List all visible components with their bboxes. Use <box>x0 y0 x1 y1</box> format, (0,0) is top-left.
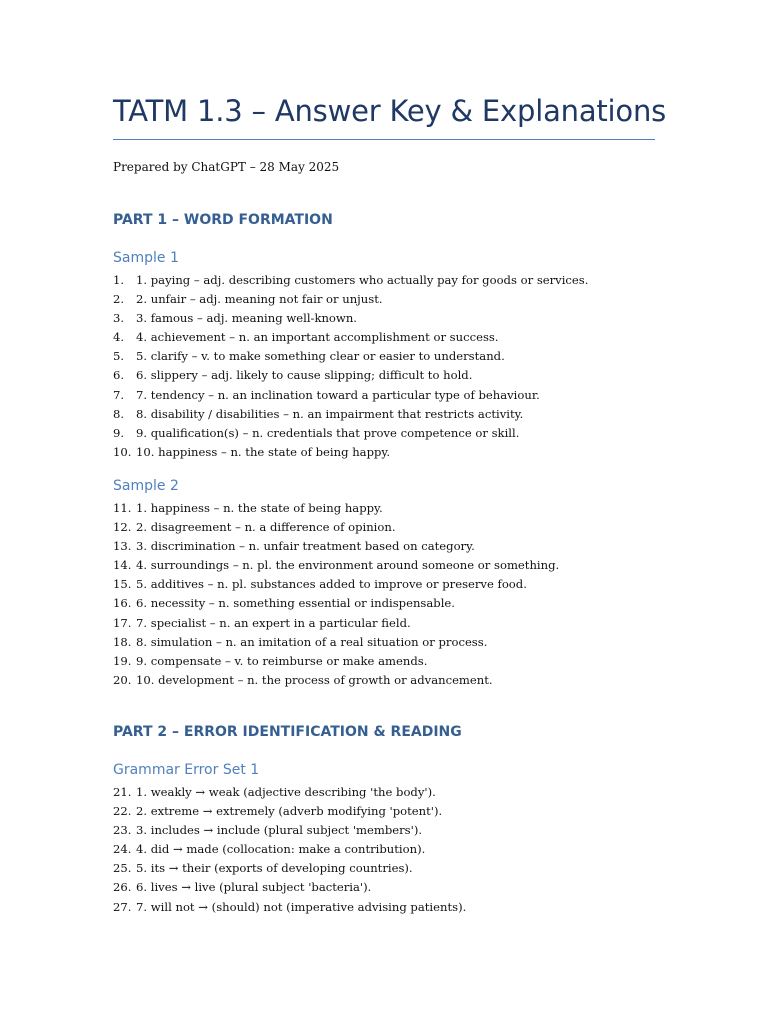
list-item-text: 4. surroundings – n. pl. the environment around someone or something. <box>136 558 560 573</box>
list-item <box>113 328 588 347</box>
sample-1-list <box>113 271 588 462</box>
list-item <box>113 386 588 405</box>
sample-1-heading: Sample 1 <box>113 250 179 266</box>
list-item <box>113 556 559 575</box>
list-item-number: 2. <box>113 292 125 307</box>
list-item-text: 2. extreme → extremely (adverb modifying 'potent'). <box>136 804 443 819</box>
list-item-text: 10. development – n. the process of growth or advancement. <box>136 672 493 687</box>
list-item-number: 7. <box>113 387 125 402</box>
document-title: TATM 1.3 – Answer Key & Explanations <box>113 94 667 128</box>
list-item-text: 4. did → made (collocation: make a contribution). <box>136 842 426 857</box>
list-item-text: 2. unfair – adj. meaning not fair or unjust. <box>136 292 383 307</box>
list-item-text: 9. qualification(s) – n. credentials that prove competence or skill. <box>136 425 520 440</box>
list-item-text: 10. happiness – n. the state of being happy. <box>136 444 391 459</box>
list-item-text: 6. lives → live (plural subject 'bacteria'). <box>136 880 372 895</box>
list-item <box>113 840 466 859</box>
list-item-text: 7. tendency – n. an inclination toward a particular type of behaviour. <box>136 387 540 402</box>
list-item-text: 5. additives – n. pl. substances added to improve or preserve food. <box>136 577 527 592</box>
byline: Prepared by ChatGPT – 28 May 2025 <box>113 160 340 174</box>
list-item-text: 5. its → their (exports of developing countries). <box>136 861 413 876</box>
list-item-text: 2. disagreement – n. a difference of opinion. <box>136 520 396 535</box>
list-item-text: 8. simulation – n. an imitation of a real situation or process. <box>136 634 488 649</box>
list-item-number: 25. <box>113 861 132 876</box>
list-item-number: 1. <box>113 273 125 287</box>
list-item <box>113 783 466 802</box>
list-item-number: 19. <box>113 653 132 668</box>
list-item-number: 10. <box>113 444 132 459</box>
list-item-text: 1. happiness – n. the state of being happy. <box>136 501 383 515</box>
sample-2-list <box>113 499 559 690</box>
sample-2-heading: Sample 2 <box>113 478 179 494</box>
list-item <box>113 309 588 328</box>
list-item-number: 17. <box>113 615 132 630</box>
list-item-text: 1. paying – adj. describing customers who actually pay for goods or services. <box>136 273 589 287</box>
list-item <box>113 652 559 671</box>
list-item <box>113 424 588 443</box>
list-item-number: 15. <box>113 577 132 592</box>
list-item-number: 5. <box>113 349 125 364</box>
list-item-number: 16. <box>113 596 132 611</box>
list-item-text: 3. famous – adj. meaning well-known. <box>136 311 357 326</box>
list-item <box>113 290 588 309</box>
list-item-text: 3. includes → include (plural subject 'members'). <box>136 823 423 838</box>
list-item <box>113 499 559 518</box>
list-item-number: 21. <box>113 785 132 799</box>
list-item <box>113 821 466 840</box>
list-item-number: 11. <box>113 501 132 515</box>
list-item-text: 1. weakly → weak (adjective describing 'the body'). <box>136 785 436 799</box>
grammar-error-set-1-list <box>113 783 466 917</box>
list-item <box>113 633 559 652</box>
list-item <box>113 859 466 878</box>
list-item <box>113 614 559 633</box>
list-item-number: 23. <box>113 823 132 838</box>
list-item-text: 8. disability / disabilities – n. an impairment that restricts activity. <box>136 406 524 421</box>
list-item-number: 9. <box>113 425 125 440</box>
list-item-number: 18. <box>113 634 132 649</box>
list-item-number: 24. <box>113 842 132 857</box>
grammar-error-set-1-heading: Grammar Error Set 1 <box>113 762 260 778</box>
list-item <box>113 878 466 897</box>
list-item <box>113 594 559 613</box>
list-item-number: 20. <box>113 672 132 687</box>
list-item <box>113 347 588 366</box>
list-item-text: 6. slippery – adj. likely to cause slipping; difficult to hold. <box>136 368 473 383</box>
list-item <box>113 802 466 821</box>
list-item-number: 26. <box>113 880 132 895</box>
part-1-heading: PART 1 – WORD FORMATION <box>113 212 333 228</box>
list-item-text: 3. discrimination – n. unfair treatment based on category. <box>136 539 475 554</box>
list-item-text: 6. necessity – n. something essential or indispensable. <box>136 596 455 611</box>
list-item <box>113 518 559 537</box>
list-item <box>113 271 588 290</box>
list-item <box>113 537 559 556</box>
title-underline <box>113 139 655 140</box>
list-item-text: 7. specialist – n. an expert in a particular field. <box>136 615 411 630</box>
list-item-number: 14. <box>113 558 132 573</box>
list-item <box>113 671 559 690</box>
list-item <box>113 575 559 594</box>
list-item <box>113 443 588 462</box>
list-item-number: 4. <box>113 330 125 345</box>
list-item-number: 6. <box>113 368 125 383</box>
list-item-text: 4. achievement – n. an important accomplishment or success. <box>136 330 499 345</box>
list-item-number: 8. <box>113 406 125 421</box>
list-item-number: 22. <box>113 804 132 819</box>
list-item-text: 5. clarify – v. to make something clear or easier to understand. <box>136 349 505 364</box>
list-item-number: 12. <box>113 520 132 535</box>
list-item <box>113 405 588 424</box>
list-item-text: 7. will not → (should) not (imperative advising patients). <box>136 899 467 914</box>
list-item <box>113 898 466 917</box>
list-item-number: 27. <box>113 899 132 914</box>
list-item-number: 3. <box>113 311 125 326</box>
list-item-number: 13. <box>113 539 132 554</box>
list-item-text: 9. compensate – v. to reimburse or make amends. <box>136 653 428 668</box>
part-2-heading: PART 2 – ERROR IDENTIFICATION & READING <box>113 724 462 740</box>
list-item <box>113 366 588 385</box>
